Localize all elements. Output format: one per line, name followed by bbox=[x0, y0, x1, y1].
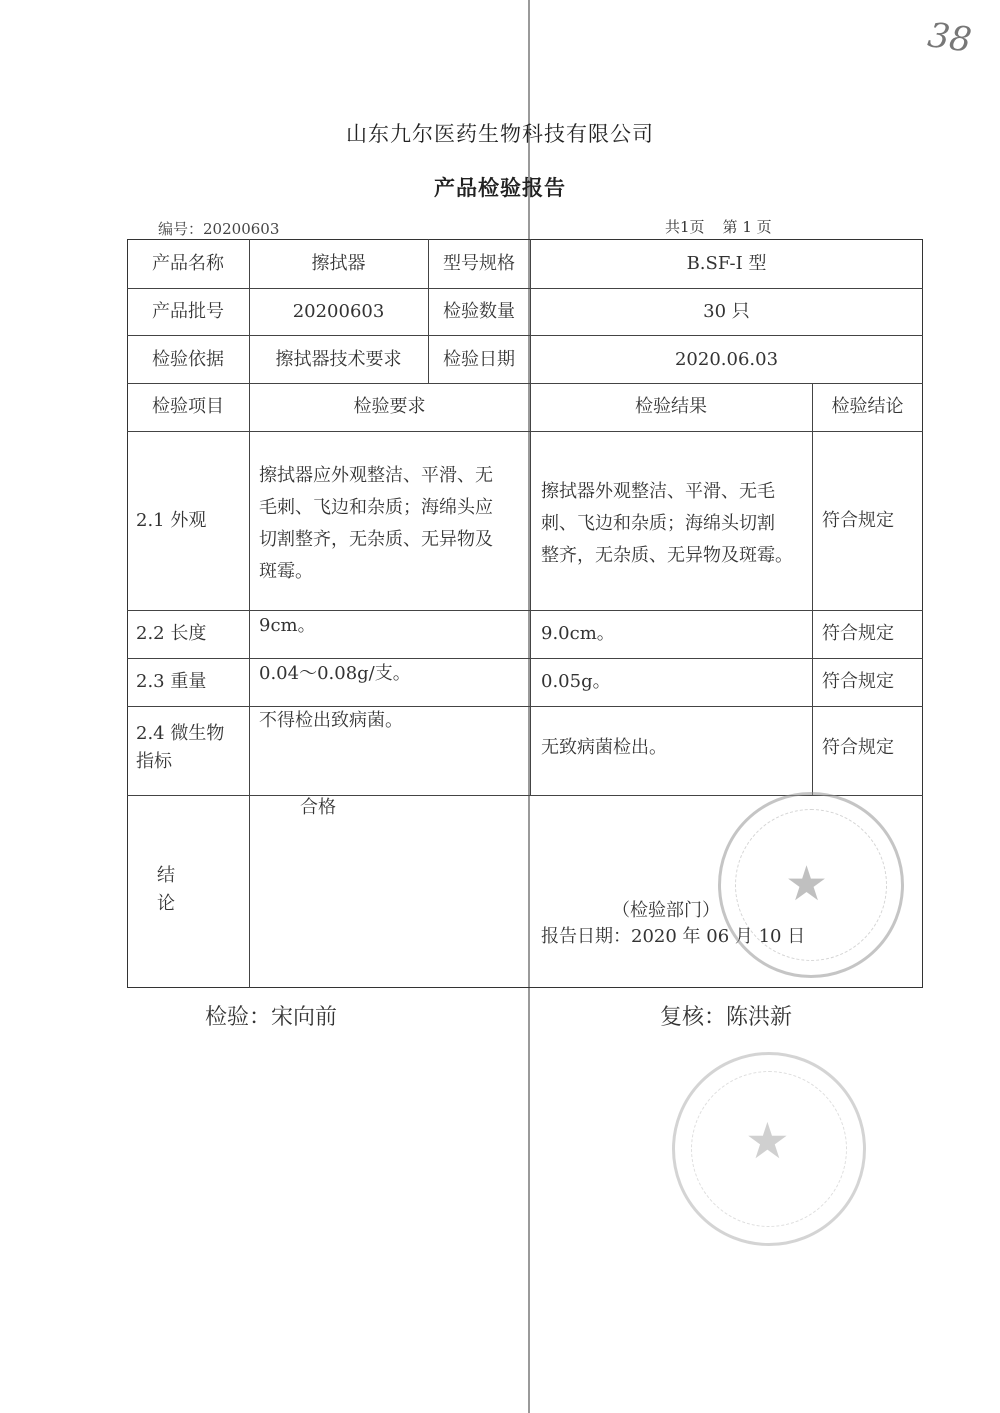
text-line: 刺、飞边和杂质；海绵头切割 bbox=[541, 513, 775, 534]
date-label: 检验日期 bbox=[443, 349, 515, 370]
total-pages: 共1页 bbox=[665, 218, 705, 236]
requirement-weight: 0.04～0.08g/支。 bbox=[259, 663, 411, 684]
product-name-value: 擦拭器 bbox=[311, 253, 366, 274]
result-appearance bbox=[541, 476, 809, 572]
requirement-appearance bbox=[259, 460, 527, 588]
row-divider bbox=[127, 335, 923, 336]
row-divider bbox=[127, 431, 923, 432]
header-conclusion: 检验结论 bbox=[831, 396, 904, 417]
conclusion-appearance: 符合规定 bbox=[822, 510, 894, 531]
conclusion-weight: 符合规定 bbox=[822, 671, 894, 692]
quantity-label: 检验数量 bbox=[443, 301, 515, 322]
serial-value: 20200603 bbox=[203, 220, 280, 238]
text-line: 2.4 微生物 bbox=[136, 723, 225, 744]
serial-label: 编号： bbox=[158, 220, 204, 238]
text-line: 指标 bbox=[136, 751, 172, 772]
text-line: 斑霉。 bbox=[259, 561, 313, 582]
text-line: 擦拭器应外观整洁、平滑、无 bbox=[259, 465, 493, 486]
page-indicator bbox=[665, 216, 790, 237]
result-length: 9.0cm。 bbox=[541, 623, 615, 644]
inspection-department: （检验部门） bbox=[612, 900, 720, 921]
reviewer-signature: 复核：陈洪新 bbox=[660, 1005, 793, 1030]
column-divider bbox=[812, 383, 813, 795]
text-line: 整齐，无杂质、无异物及斑霉。 bbox=[541, 545, 793, 566]
item-appearance: 2.1 外观 bbox=[136, 510, 207, 531]
item-length: 2.2 长度 bbox=[136, 623, 207, 644]
item-microbial bbox=[136, 720, 246, 776]
row-divider bbox=[127, 658, 923, 659]
report-date: 报告日期：2020 年 06 月 10 日 bbox=[541, 926, 806, 947]
batch-label: 产品批号 bbox=[152, 301, 224, 322]
company-name: 山东九尔医药生物科技有限公司 bbox=[346, 122, 654, 146]
row-divider bbox=[127, 383, 923, 384]
result-weight: 0.05g。 bbox=[541, 671, 611, 692]
requirement-microbial: 不得检出致病菌。 bbox=[259, 710, 403, 731]
conclusion-microbial: 符合规定 bbox=[822, 737, 894, 758]
row-divider bbox=[127, 288, 923, 289]
item-weight: 2.3 重量 bbox=[136, 671, 207, 692]
conclusion-label bbox=[157, 862, 197, 918]
current-page: 第 1 页 bbox=[722, 218, 772, 236]
model-label: 型号规格 bbox=[443, 253, 515, 274]
requirement-length: 9cm。 bbox=[259, 615, 316, 636]
serial-number bbox=[158, 218, 279, 239]
result-microbial: 无致病菌检出。 bbox=[541, 737, 667, 758]
quantity-value: 30 只 bbox=[703, 301, 750, 322]
product-name-label: 产品名称 bbox=[152, 253, 224, 274]
handwritten-page-mark: 38 bbox=[925, 15, 974, 61]
row-divider bbox=[127, 706, 923, 707]
conclusion-length: 符合规定 bbox=[822, 623, 894, 644]
verdict: 合格 bbox=[300, 797, 336, 818]
text-line: 毛刺、飞边和杂质；海绵头应 bbox=[259, 497, 493, 518]
date-value: 2020.06.03 bbox=[674, 349, 779, 370]
batch-value: 20200603 bbox=[292, 301, 385, 322]
header-requirement: 检验要求 bbox=[353, 396, 426, 417]
inspector-signature: 检验：宋向前 bbox=[205, 1005, 338, 1030]
seal-star-icon: ★ bbox=[745, 1112, 790, 1170]
model-value: B.SF-I 型 bbox=[686, 253, 767, 274]
text-line: 擦拭器外观整洁、平滑、无毛 bbox=[541, 481, 775, 502]
seal-star-icon: ★ bbox=[785, 856, 829, 912]
header-result: 检验结果 bbox=[635, 396, 707, 417]
text-line: 切割整齐，无杂质、无异物及 bbox=[259, 529, 493, 550]
header-item: 检验项目 bbox=[152, 396, 224, 417]
text-line: 论 bbox=[157, 893, 175, 914]
text-line: 结 bbox=[157, 865, 175, 886]
row-divider bbox=[127, 610, 923, 611]
report-title: 产品检验报告 bbox=[434, 175, 566, 200]
basis-value: 擦拭器技术要求 bbox=[275, 349, 402, 370]
basis-label: 检验依据 bbox=[152, 349, 224, 370]
